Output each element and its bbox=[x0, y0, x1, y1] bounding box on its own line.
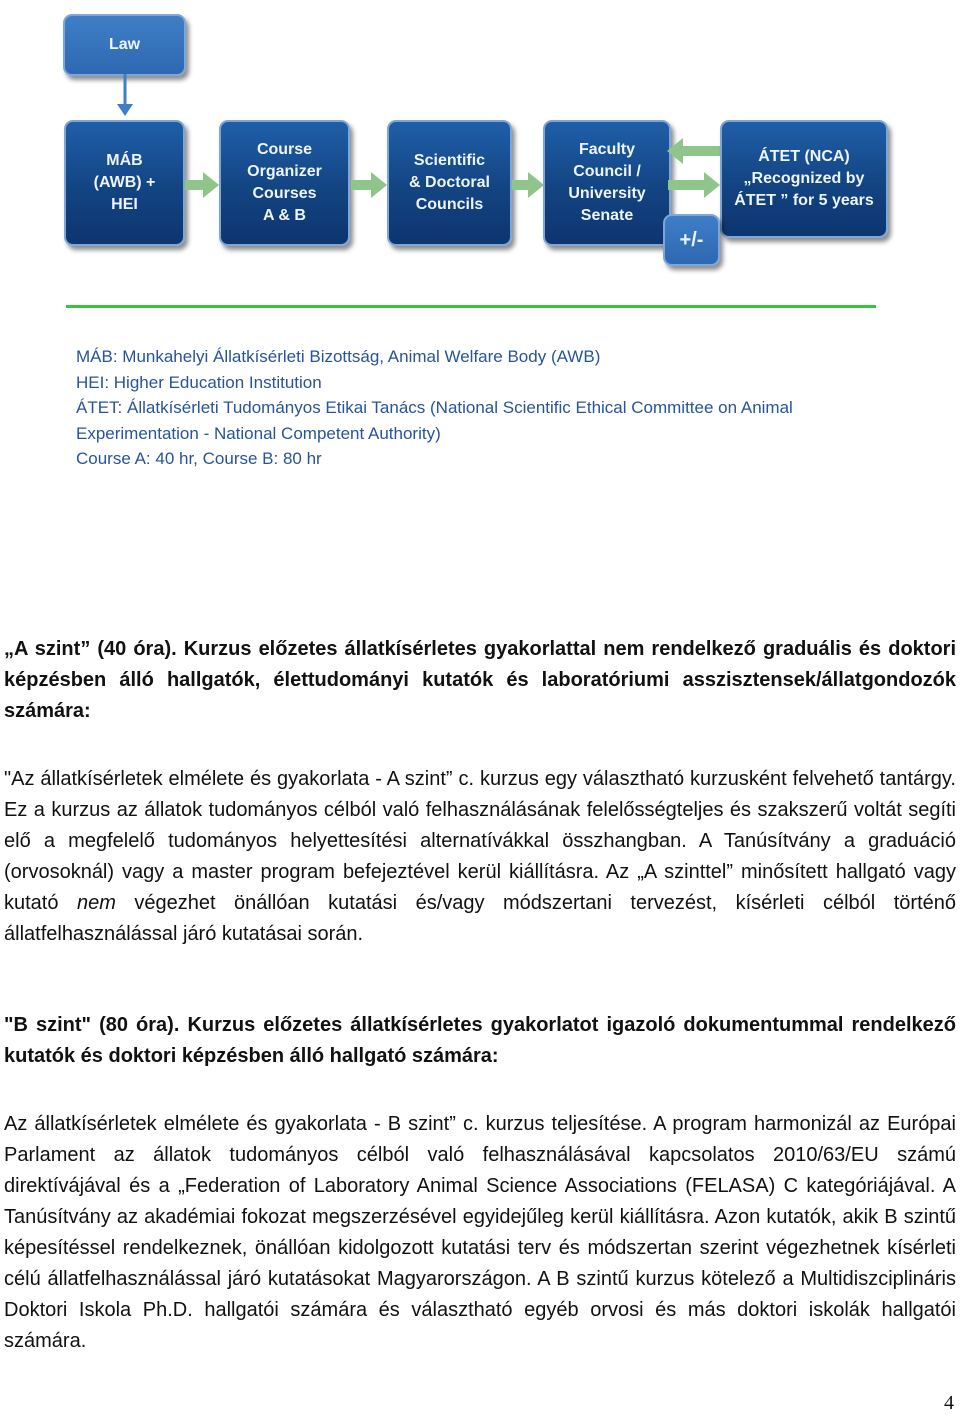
law-box bbox=[63, 14, 186, 76]
legend-mab: MÁB: Munkahelyi Állatkísérleti Bizottság, Animal Welfare Body (AWB) bbox=[76, 347, 601, 366]
law-label: Law bbox=[108, 36, 141, 53]
a-level-body-emphasis: nem bbox=[76, 892, 116, 914]
right-arrow-icon bbox=[351, 170, 389, 200]
legend-atet: ÁTET: Állatkísérleti Tudományos Etikai Tanács (National Scientific Ethical Committee on Animal bbox=[76, 398, 793, 417]
atet-label: ÁTET (NCA) „Recognized by ÁTET ” for 5 years bbox=[734, 148, 874, 209]
legend-hei: HEI: Higher Education Institution bbox=[76, 372, 322, 392]
right-arrow-icon bbox=[512, 170, 546, 200]
plus-minus-label: +/- bbox=[679, 229, 704, 251]
legend-courses: Course A: 40 hr, Course B: 80 hr bbox=[76, 449, 322, 468]
left-arrow-icon bbox=[665, 136, 723, 166]
faculty-senate-box bbox=[543, 120, 671, 246]
course-organizer-label: Course Organizer Courses A & B bbox=[247, 141, 322, 224]
a-level-body bbox=[4, 764, 956, 950]
a-level-heading: „A szint” (40 óra). Kurzus előzetes állatkísérletes gyakorlattal nem rendelkező graduális és doktori képzésben álló hallgatók, élettudományi kutatók és laboratóriumi asszisztensek/állatgondozók számára: bbox=[4, 638, 956, 722]
page-number: 4 bbox=[944, 1392, 954, 1414]
b-level-body: Az állatkísérletek elmélete és gyakorlata - B szint” c. kurzus teljesítése. A program harmonizál az Európai Parlament az állatok tudományos célból való felhasználásával kapcsolatos 2010/63/EU számú direktívájával és a „Federation of Laboratory Animal Science Associations (FELASA) C kategóriájával. A Tanúsítvány az akadémiai fokozat megszerzésével egyidejűleg kerül kiállításra. Azon kutatók, akik B szintű képesítéssel rendelkeznek, önállóan kidolgozott kutatási terv és módszertan szerint végezhetnek kísérleti célú állatfelhasználással járó kutatásokat Magyarországon. A B szintű kurzus kötelező a Multidiszciplináris Doktori Iskola Ph.D. hallgatói számára és választható egyéb orvosi és más doktori iskolák hallgatói számára. bbox=[4, 1113, 956, 1352]
scientific-councils-label: Scientific & Doctoral Councils bbox=[409, 152, 490, 213]
mab-label: MÁB (AWB) + HEI bbox=[93, 152, 156, 213]
diagram-legend bbox=[76, 344, 916, 472]
a-level-body-part1: "Az állatkísérletek elmélete és gyakorlata - A szint” c. kurzus egy választható kurzusként felvehető tantárgy. Ez a kurzus az állatok tudományos célból való felhasználásának felelősségteljes és szakszerű voltát segíti elő a megfelelő tudományos helyettesítési alternatívákkal összhangban. A Tanúsítvány a graduáció (orvosoknál) vagy a master program befejeztével kerül kiállításra. Az „A szinttel” minősített hallgató vagy kutató bbox=[4, 768, 956, 914]
right-arrow-icon bbox=[185, 170, 221, 200]
a-level-body-part2: végezhet önállóan kutatási és/vagy módszertani tervezést, kísérleti célból történő állatfelhasználással járó kutatásai során. bbox=[4, 892, 956, 945]
legend-atet-continued: Experimentation - National Competent Authority) bbox=[76, 423, 441, 443]
green-divider bbox=[66, 305, 876, 308]
plus-minus-box bbox=[663, 214, 720, 266]
atet-box bbox=[720, 120, 888, 238]
mab-box bbox=[64, 120, 185, 246]
b-level-heading: "B szint" (80 óra). Kurzus előzetes állatkísérletes gyakorlatot igazoló dokumentummal rendelkező kutatók és doktori képzésben álló hallgató számára: bbox=[4, 1014, 956, 1067]
course-organizer-box bbox=[219, 120, 350, 246]
right-arrow-icon bbox=[668, 170, 722, 200]
down-arrow-icon bbox=[114, 74, 136, 118]
scientific-councils-box bbox=[387, 120, 512, 246]
faculty-senate-label: Faculty Council / University Senate bbox=[568, 141, 646, 224]
